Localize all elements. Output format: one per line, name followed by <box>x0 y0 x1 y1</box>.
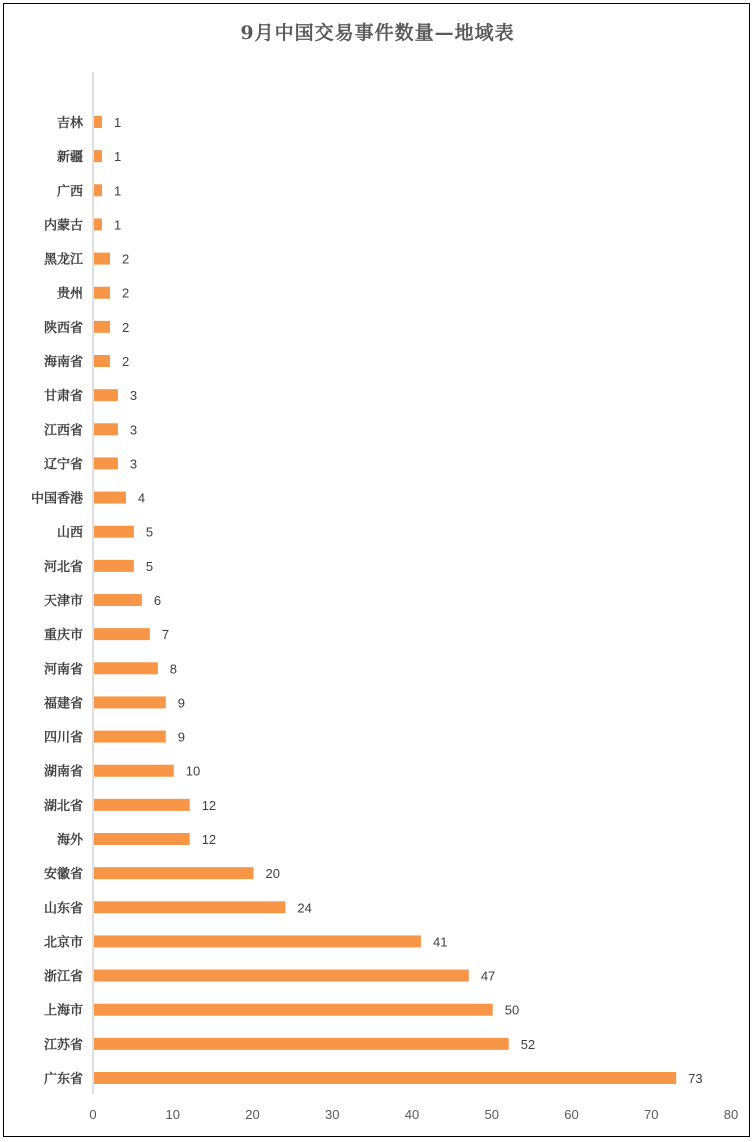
chart-title: 9月中国交易事件数量—地域表 <box>240 22 515 44</box>
category-label: 黑龙江 <box>43 252 83 268</box>
category-label: 河北省 <box>43 559 83 575</box>
category-label: 海外 <box>56 833 83 848</box>
bar <box>94 457 118 469</box>
data-label: 1 <box>113 217 122 233</box>
bar <box>94 526 134 538</box>
data-label: 3 <box>129 456 138 472</box>
data-label: 5 <box>145 558 154 574</box>
bar <box>94 389 118 401</box>
category-label: 湖北省 <box>43 798 83 814</box>
data-label: 1 <box>113 149 122 165</box>
data-label: 12 <box>201 832 217 847</box>
data-label: 2 <box>121 285 130 301</box>
data-label: 12 <box>201 797 217 813</box>
data-label: 41 <box>432 934 448 950</box>
category-label: 河南省 <box>43 662 83 678</box>
category-label: 上海市 <box>43 1003 83 1019</box>
bar <box>94 970 469 982</box>
data-label: 1 <box>113 183 122 199</box>
category-label: 四川省 <box>43 730 83 746</box>
bar <box>94 662 158 674</box>
bar <box>94 867 254 879</box>
data-label: 50 <box>504 1002 520 1018</box>
data-label: 3 <box>129 422 138 438</box>
x-tick-label: 60 <box>564 1107 579 1122</box>
bar <box>94 1004 493 1016</box>
x-tick-label: 20 <box>245 1107 260 1122</box>
bar <box>94 833 190 845</box>
data-label: 10 <box>185 763 201 779</box>
category-label: 贵州 <box>56 286 83 302</box>
x-tick-label: 80 <box>723 1107 739 1122</box>
bar <box>94 901 285 913</box>
bar <box>94 1038 509 1050</box>
category-label: 重庆市 <box>43 628 83 644</box>
data-label: 6 <box>153 593 162 608</box>
x-tick-label: 40 <box>404 1107 420 1122</box>
category-label: 中国香港 <box>30 491 83 507</box>
category-label: 陕西省 <box>43 320 83 336</box>
category-label: 广东省 <box>43 1072 83 1087</box>
category-label: 甘肃省 <box>43 389 83 405</box>
data-label: 24 <box>297 900 312 916</box>
category-label: 湖南省 <box>43 764 83 780</box>
category-label: 江西省 <box>43 423 83 439</box>
bar <box>94 628 150 640</box>
category-label: 天津市 <box>43 594 83 609</box>
data-label: 2 <box>121 251 130 267</box>
bar <box>94 765 174 777</box>
category-label: 山西 <box>56 525 83 541</box>
bar <box>94 150 102 162</box>
bar <box>94 731 166 743</box>
data-label: 2 <box>121 354 130 369</box>
category-label: 海南省 <box>43 355 83 370</box>
bar <box>94 116 102 128</box>
data-label: 9 <box>177 695 186 711</box>
x-tick-label: 10 <box>165 1107 180 1122</box>
category-label: 山东省 <box>43 901 83 917</box>
x-tick-label: 50 <box>484 1107 499 1122</box>
category-label: 福建省 <box>43 696 83 712</box>
bar <box>94 560 134 572</box>
bar <box>94 287 110 299</box>
category-label: 辽宁省 <box>43 457 83 473</box>
data-label: 8 <box>169 661 178 677</box>
data-label: 5 <box>145 524 154 540</box>
data-label: 52 <box>520 1036 536 1052</box>
bar <box>94 218 102 230</box>
bar <box>94 1072 676 1084</box>
category-label: 新疆 <box>56 150 83 166</box>
bar <box>94 184 102 196</box>
x-tick-label: 70 <box>644 1107 659 1122</box>
x-tick-label: 30 <box>325 1107 340 1122</box>
data-label: 1 <box>113 115 122 130</box>
data-label: 9 <box>177 729 186 745</box>
bar <box>94 355 110 367</box>
category-label: 内蒙古 <box>43 218 83 234</box>
bar <box>94 321 110 333</box>
data-label: 73 <box>688 1071 703 1086</box>
category-label: 江苏省 <box>43 1037 83 1053</box>
data-label: 47 <box>480 968 496 984</box>
category-label: 广西 <box>56 184 83 200</box>
category-label: 吉林 <box>56 116 83 131</box>
bar <box>94 799 190 811</box>
bar <box>94 594 142 606</box>
x-tick-label: 0 <box>89 1107 97 1122</box>
data-label: 3 <box>129 388 138 404</box>
bar <box>94 492 126 504</box>
category-label: 浙江省 <box>43 969 83 985</box>
bar <box>94 253 110 265</box>
category-label: 北京市 <box>43 935 83 951</box>
data-label: 20 <box>265 866 280 882</box>
data-label: 7 <box>161 627 170 643</box>
bar <box>94 423 118 435</box>
data-label: 2 <box>121 319 130 335</box>
bar <box>94 696 166 708</box>
data-label: 4 <box>137 490 146 506</box>
bar <box>94 935 421 947</box>
category-label: 安徽省 <box>43 867 83 883</box>
